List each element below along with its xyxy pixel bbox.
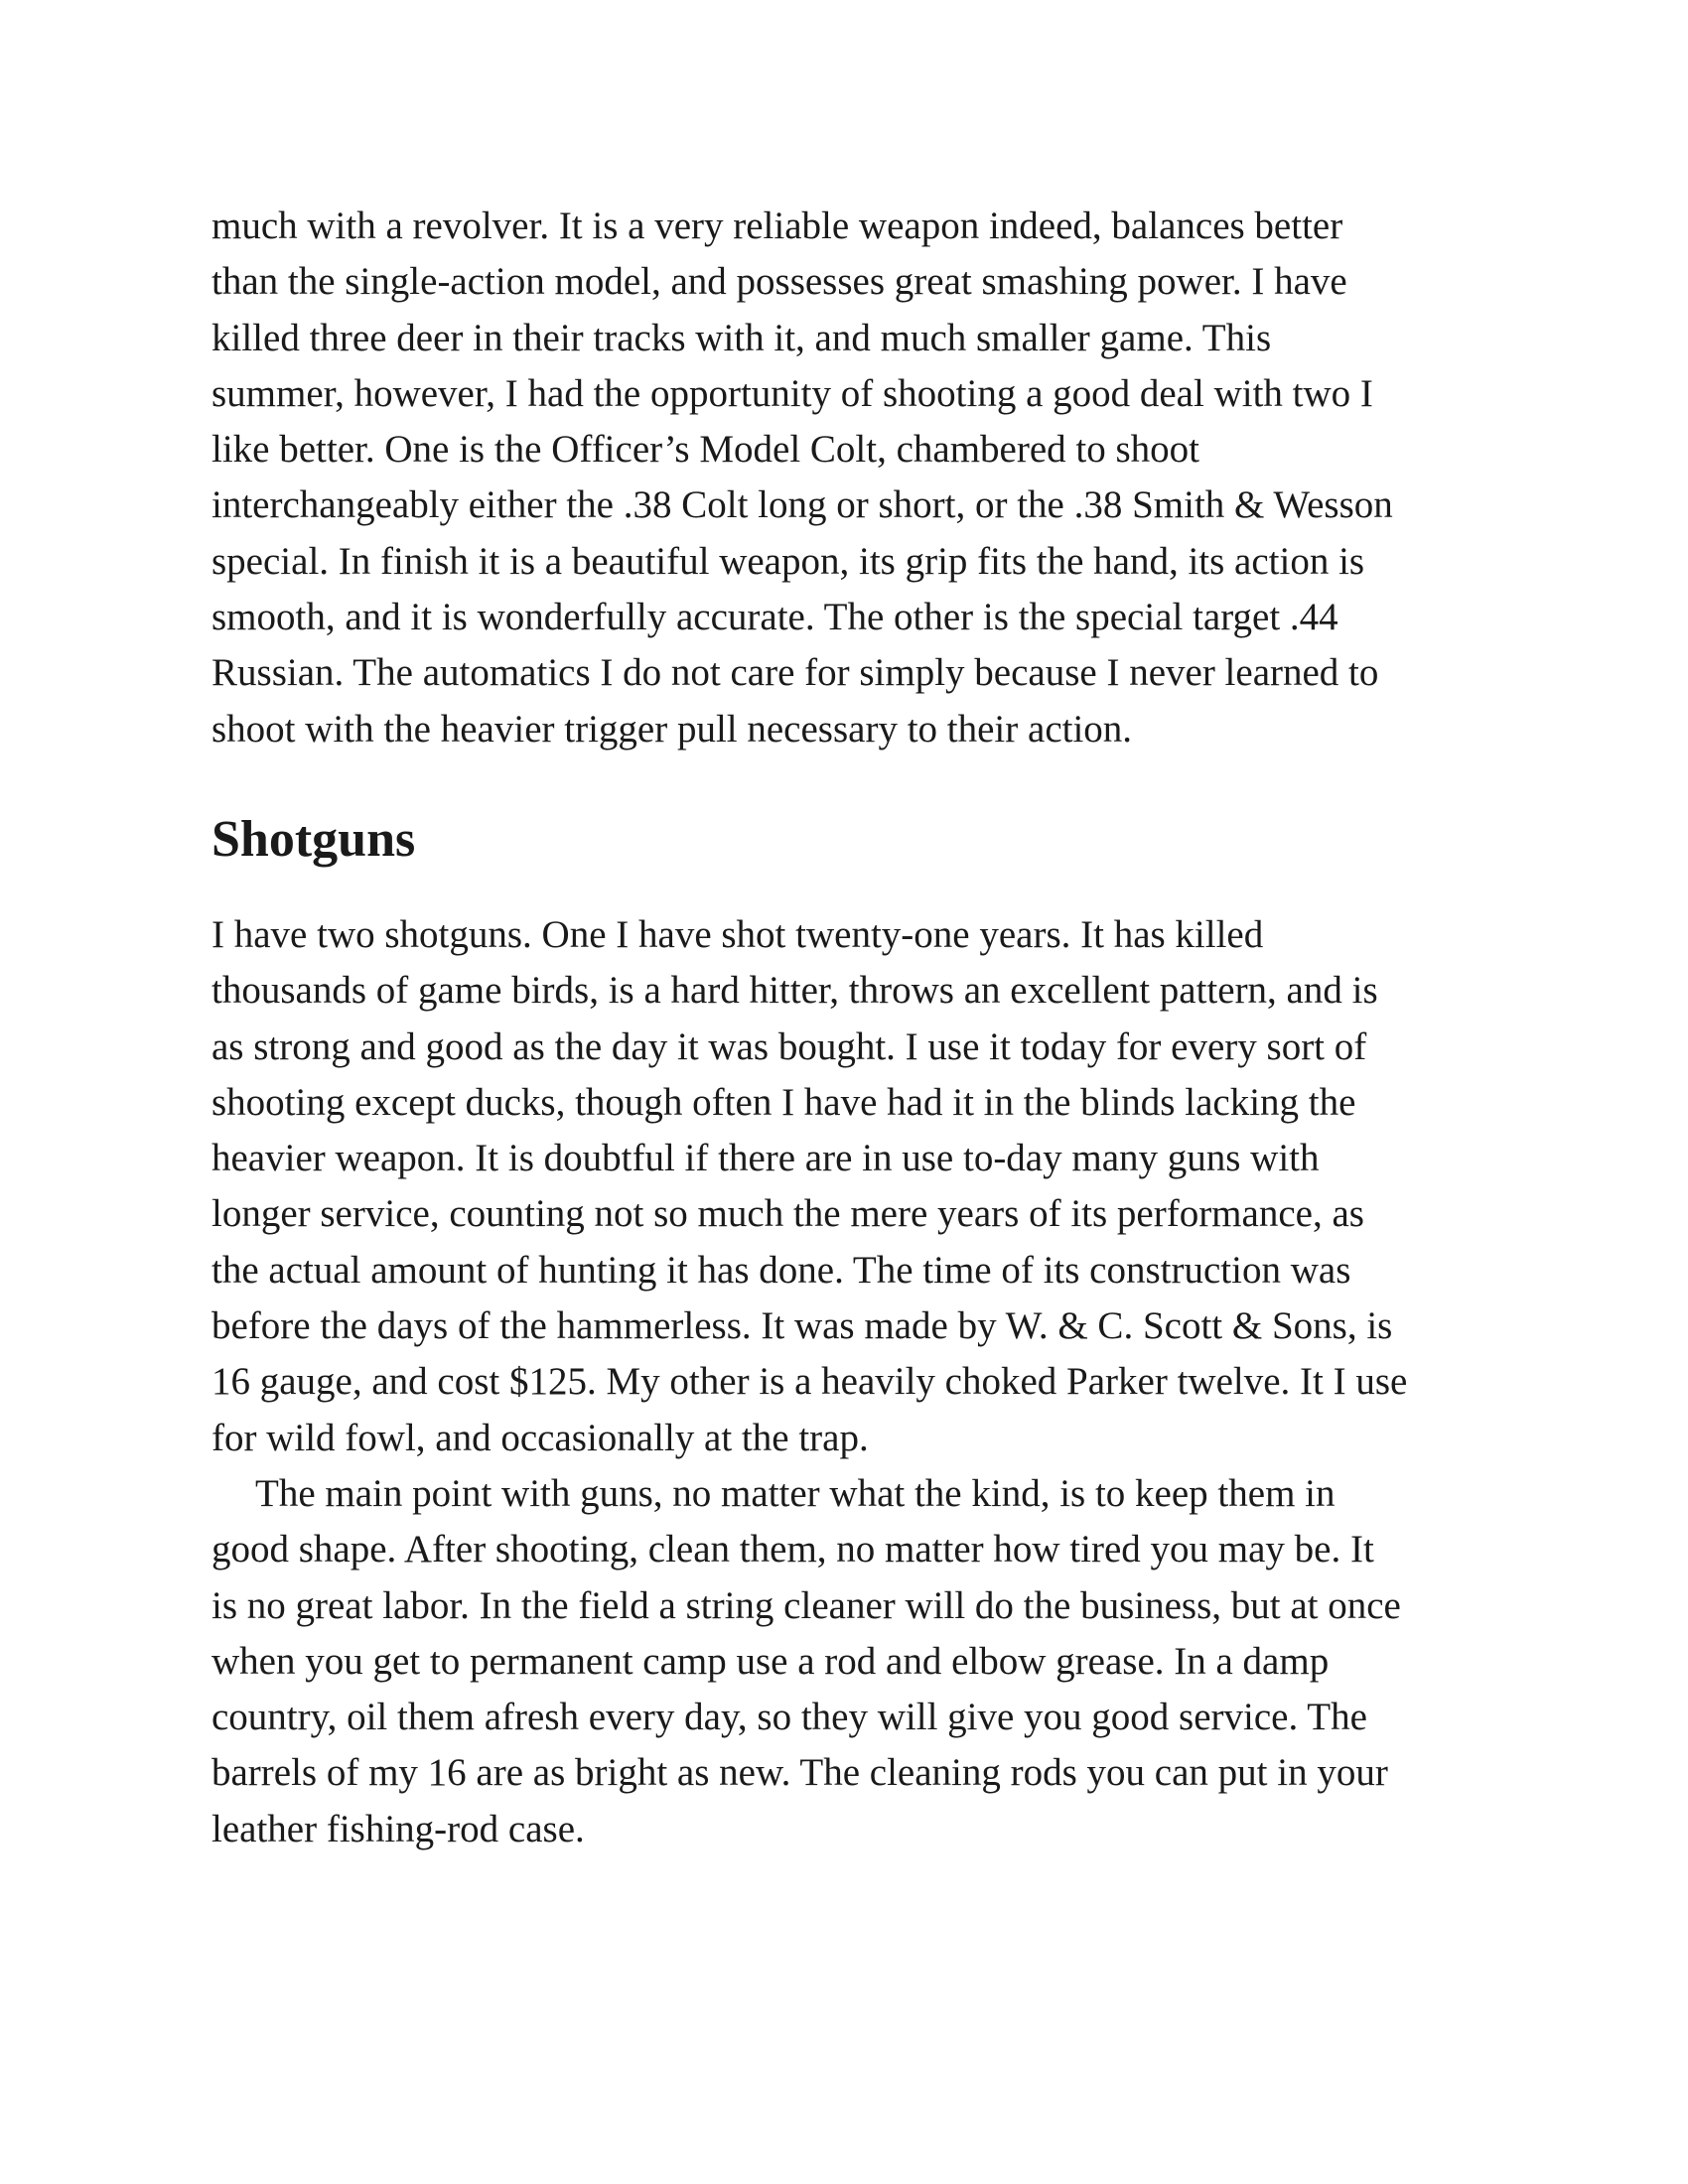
text-line: when you get to permanent camp use a rod and elbow grease. In a damp — [211, 1639, 1330, 1683]
text-line: like better. One is the Officer’s Model Colt, chambered to shoot — [211, 428, 1199, 472]
text-line: killed three deer in their tracks with it, and much smaller game. This — [211, 316, 1272, 359]
text-line: special. In finish it is a beautiful weapon, its grip fits the hand, its action is — [211, 539, 1365, 583]
text-line: longer service, counting not so much the mere years of its performance, as — [211, 1192, 1364, 1236]
section-heading: Shotguns — [211, 810, 416, 868]
text-line: than the single-action model, and possesses great smashing power. I have — [211, 260, 1347, 304]
book-page — [211, 199, 1492, 1857]
paragraph-gun-care — [211, 1466, 1492, 1857]
text-line: leather fishing-rod case. — [211, 1807, 585, 1850]
text-line: is no great labor. In the field a string cleaner will do the business, but at once — [211, 1583, 1401, 1627]
text-line: summer, however, I had the opportunity of shooting a good deal with two I — [211, 371, 1373, 415]
text-line: country, oil them afresh every day, so they will give you good service. The — [211, 1696, 1367, 1739]
text-line: good shape. After shooting, clean them, no matter how tired you may be. It — [211, 1528, 1374, 1571]
paragraph-revolvers — [211, 199, 1492, 757]
paragraph-shotguns — [211, 907, 1492, 1466]
text-line: shooting except ducks, though often I have had it in the blinds lacking the — [211, 1080, 1356, 1124]
text-line: The main point with guns, no matter what the kind, is to keep them in — [255, 1471, 1336, 1515]
text-line: 16 gauge, and cost $125. My other is a heavily choked Parker twelve. It I use — [211, 1360, 1408, 1404]
text-line: much with a revolver. It is a very reliable weapon indeed, balances better — [211, 205, 1343, 247]
text-line: thousands of game birds, is a hard hitter, throws an excellent pattern, and is — [211, 969, 1378, 1013]
text-line: heavier weapon. It is doubtful if there are in use to-day many guns with — [211, 1137, 1320, 1180]
text-line: shoot with the heavier trigger pull necessary to their action. — [211, 707, 1133, 751]
text-line: for wild fowl, and occasionally at the trap. — [211, 1416, 869, 1459]
text-line: before the days of the hammerless. It was made by W. & C. Scott & Sons, is — [211, 1304, 1393, 1348]
text-line: the actual amount of hunting it has done. The time of its construction was — [211, 1248, 1351, 1292]
text-line: Russian. The automatics I do not care for simply because I never learned to — [211, 651, 1379, 695]
text-line: barrels of my 16 are as bright as new. The cleaning rods you can put in your — [211, 1751, 1388, 1795]
text-line: interchangeably either the .38 Colt long or short, or the .38 Smith & Wesson — [211, 483, 1393, 527]
text-line: smooth, and it is wonderfully accurate. The other is the special target .44 — [211, 596, 1338, 639]
text-line: I have two shotguns. One I have shot twenty-one years. It has killed — [211, 912, 1264, 956]
text-line: as strong and good as the day it was bought. I use it today for every sort of — [211, 1024, 1367, 1068]
